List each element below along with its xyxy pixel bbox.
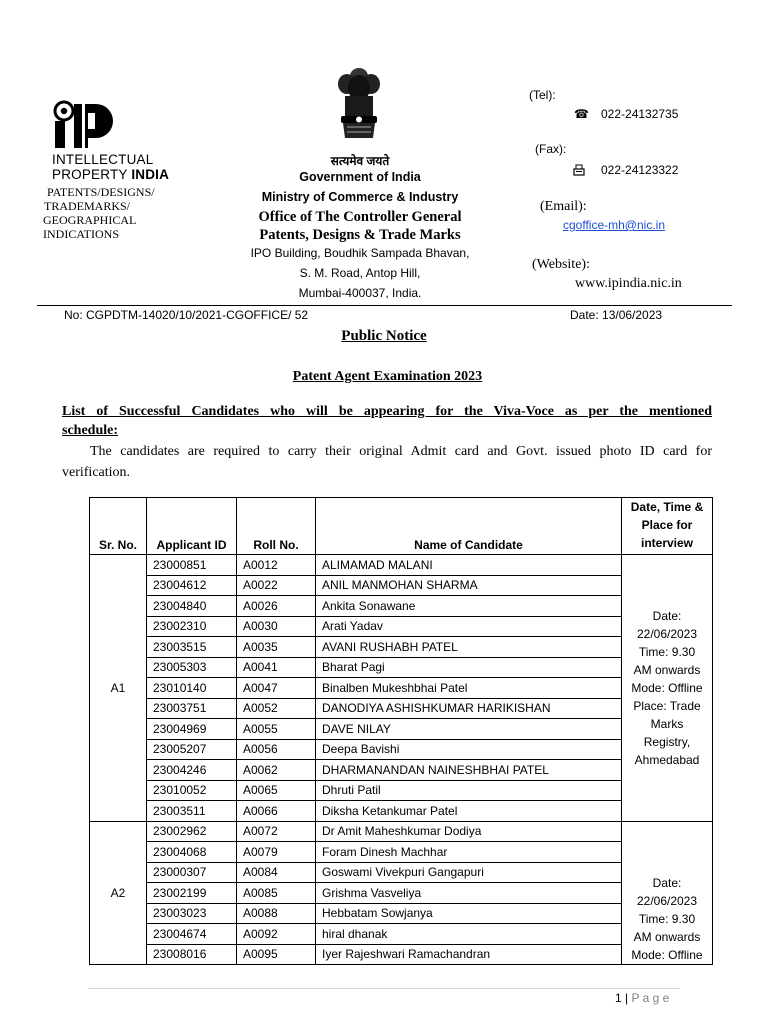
table-row <box>90 903 713 924</box>
logo-sub-2: TRADEMARKS/ <box>44 199 131 213</box>
cell-roll-no: A0092 <box>237 924 316 945</box>
cell-roll-no: A0041 <box>237 657 316 678</box>
table-row <box>90 637 713 658</box>
address-line-2: S. M. Road, Antop Hill, <box>299 266 421 280</box>
fax-number: 022-24123322 <box>601 163 679 177</box>
table-row <box>90 760 713 781</box>
header-schedule-line: Place for <box>641 518 693 532</box>
cell-applicant-id: 23000851 <box>147 555 237 576</box>
table-header-row <box>90 498 713 555</box>
ministry-name: Ministry of Commerce & Industry <box>261 190 459 204</box>
schedule-info-line: Mode: Offline <box>631 680 703 695</box>
cell-applicant-id: 23003751 <box>147 698 237 719</box>
cell-roll-no: A0026 <box>237 596 316 617</box>
cell-name: DAVE NILAY <box>316 719 622 740</box>
ip-india-logo <box>52 100 116 157</box>
header-roll-no: Roll No. <box>237 498 316 555</box>
schedule-info-line: Marks <box>650 716 684 731</box>
address-line-1: IPO Building, Boudhik Sampada Bhavan, <box>250 246 470 260</box>
cell-applicant-id: 23003023 <box>147 903 237 924</box>
cell-applicant-id: 23002310 <box>147 616 237 637</box>
notice-subtitle: Patent Agent Examination 2023 <box>292 369 483 384</box>
cell-name: Deepa Bavishi <box>316 739 622 760</box>
fax-label: (Fax): <box>535 142 567 156</box>
table-row <box>90 944 713 965</box>
table-row <box>90 575 713 596</box>
cell-roll-no: A0065 <box>237 780 316 801</box>
cell-applicant-id: 23002962 <box>147 821 237 842</box>
cell-roll-no: A0012 <box>237 555 316 576</box>
schedule-info-line: Ahmedabad <box>634 752 700 767</box>
cell-applicant-id: 23000307 <box>147 862 237 883</box>
cell-roll-no: A0062 <box>237 760 316 781</box>
ip-india-emblem-icon <box>52 100 116 152</box>
table-body <box>90 555 713 965</box>
cell-roll-no: A0079 <box>237 842 316 863</box>
cell-name: Goswami Vivekpuri Gangapuri <box>316 862 622 883</box>
header-schedule <box>622 498 713 555</box>
cell-roll-no: A0030 <box>237 616 316 637</box>
telephone-icon: ☎ <box>574 107 589 121</box>
cell-roll-no: A0052 <box>237 698 316 719</box>
cell-roll-no: A0088 <box>237 903 316 924</box>
cell-name: ANIL MANMOHAN SHARMA <box>316 575 622 596</box>
logo-sub-3: GEOGRAPHICAL <box>43 213 137 227</box>
cell-roll-no: A0072 <box>237 821 316 842</box>
cell-applicant-id: 23005207 <box>147 739 237 760</box>
cell-roll-no: A0056 <box>237 739 316 760</box>
fax-icon <box>573 163 585 181</box>
cell-applicant-id: 23004068 <box>147 842 237 863</box>
header-sr-no: Sr. No. <box>90 498 147 555</box>
page-label: P a g e <box>631 991 670 1005</box>
email-link[interactable]: cgoffice-mh@nic.in <box>563 218 665 232</box>
cell-name: Dr Amit Maheshkumar Dodiya <box>316 821 622 842</box>
cell-name: DHARMANANDAN NAINESHBHAI PATEL <box>316 760 622 781</box>
tel-label: (Tel): <box>529 88 556 102</box>
logo-line-2-b: INDIA <box>131 167 170 182</box>
cell-roll-no: A0085 <box>237 883 316 904</box>
schedule-info-line: Time: 9.30 <box>638 912 696 926</box>
footer-page <box>615 991 669 1005</box>
schedule-info-line: Registry, <box>643 734 691 749</box>
cell-applicant-id: 23004612 <box>147 575 237 596</box>
schedule-info-line: AM onwards <box>633 930 701 944</box>
cell-name: Ankita Sonawane <box>316 596 622 617</box>
table-row <box>90 801 713 822</box>
footer-divider <box>88 988 680 989</box>
table-row <box>90 883 713 904</box>
address-line-3: Mumbai-400037, India. <box>298 286 422 300</box>
cell-applicant-id: 23004840 <box>147 596 237 617</box>
table-row <box>90 657 713 678</box>
logo-sub-4: INDICATIONS <box>43 227 119 241</box>
cell-name: Foram Dinesh Machhar <box>316 842 622 863</box>
page-separator: | <box>625 991 632 1005</box>
header-divider <box>37 305 732 306</box>
cell-name: ALIMAMAD MALANI <box>316 555 622 576</box>
notice-title: Public Notice <box>341 328 427 344</box>
cell-name: AVANI RUSHABH PATEL <box>316 637 622 658</box>
group-schedule-info <box>622 821 713 965</box>
cell-applicant-id: 23004674 <box>147 924 237 945</box>
table-row <box>90 616 713 637</box>
table-row <box>90 862 713 883</box>
header-schedule-line: interview <box>640 536 694 550</box>
cell-roll-no: A0047 <box>237 678 316 699</box>
tel-number: 022-24132735 <box>601 107 679 121</box>
table-row <box>90 698 713 719</box>
government-of-india: Government of India <box>299 170 421 184</box>
list-heading-line-1: List of Successful Candidates who will be appearing for the Viva-Voce as per the mentioned <box>62 404 712 419</box>
cell-name: hiral dhanak <box>316 924 622 945</box>
motto: सत्यमेव जयते <box>330 154 390 168</box>
ashoka-emblem-icon <box>333 62 385 148</box>
cell-name: Diksha Ketankumar Patel <box>316 801 622 822</box>
cell-name: DANODIYA ASHISHKUMAR HARIKISHAN <box>316 698 622 719</box>
header-schedule-line: Date, Time & <box>630 500 704 514</box>
cell-name: Iyer Rajeshwari Ramachandran <box>316 944 622 965</box>
notice-number: No: CGPDTM-14020/10/2021-CGOFFICE/ 52 <box>64 308 309 322</box>
cell-roll-no: A0066 <box>237 801 316 822</box>
website-url: www.ipindia.nic.in <box>575 276 682 291</box>
schedule-info-line: Place: Trade <box>633 698 701 713</box>
cell-applicant-id: 23005303 <box>147 657 237 678</box>
cell-name: Hebbatam Sowjanya <box>316 903 622 924</box>
group-schedule-info <box>622 555 713 822</box>
table-row <box>90 739 713 760</box>
candidates-table <box>89 497 713 965</box>
cell-applicant-id: 23004246 <box>147 760 237 781</box>
website-label: (Website): <box>532 257 590 272</box>
cell-applicant-id: 23003511 <box>147 801 237 822</box>
national-emblem <box>333 62 385 153</box>
page-number: 1 <box>615 991 622 1005</box>
group-sr-no: A1 <box>90 555 147 822</box>
schedule-info-line: Date: <box>652 876 682 890</box>
group-sr-no: A2 <box>90 821 147 965</box>
logo-line-1: INTELLECTUAL <box>52 152 154 167</box>
list-heading-line-2: schedule: <box>62 423 118 438</box>
logo-line-2 <box>52 167 169 182</box>
cell-name: Grishma Vasveliya <box>316 883 622 904</box>
table-row <box>90 842 713 863</box>
office-line-2: Patents, Designs & Trade Marks <box>259 227 461 243</box>
schedule-info-line: AM onwards <box>633 662 701 677</box>
cell-roll-no: A0022 <box>237 575 316 596</box>
schedule-info-line: 22/06/2023 <box>636 626 698 641</box>
table-row <box>90 924 713 945</box>
email-label: (Email): <box>540 199 587 214</box>
table-row <box>90 596 713 617</box>
table-row <box>90 555 713 576</box>
schedule-info-line: Time: 9.30 <box>638 644 696 659</box>
header-name: Name of Candidate <box>316 498 622 555</box>
cell-name: Dhruti Patil <box>316 780 622 801</box>
cell-applicant-id: 23003515 <box>147 637 237 658</box>
cell-applicant-id: 23002199 <box>147 883 237 904</box>
schedule-info-line: Mode: Offline <box>631 948 703 962</box>
instruction-line-1: The candidates are required to carry their original Admit card and Govt. issued photo ID card for <box>90 444 712 459</box>
notice-date: Date: 13/06/2023 <box>570 308 663 322</box>
cell-applicant-id: 23004969 <box>147 719 237 740</box>
cell-roll-no: A0055 <box>237 719 316 740</box>
schedule-info-line: Date: <box>652 608 682 623</box>
table-row <box>90 678 713 699</box>
instruction-line-2: verification. <box>62 465 131 480</box>
logo-line-2-a: PROPERTY <box>52 167 132 182</box>
cell-roll-no: A0095 <box>237 944 316 965</box>
table-row <box>90 821 713 842</box>
office-line-1: Office of The Controller General <box>258 209 462 225</box>
table-row <box>90 780 713 801</box>
cell-roll-no: A0035 <box>237 637 316 658</box>
table-row <box>90 719 713 740</box>
cell-applicant-id: 23010052 <box>147 780 237 801</box>
schedule-info-line: 22/06/2023 <box>636 894 698 908</box>
cell-name: Arati Yadav <box>316 616 622 637</box>
cell-name: Bharat Pagi <box>316 657 622 678</box>
cell-roll-no: A0084 <box>237 862 316 883</box>
cell-applicant-id: 23008016 <box>147 944 237 965</box>
logo-sub-1: PATENTS/DESIGNS/ <box>47 185 155 199</box>
cell-name: Binalben Mukeshbhai Patel <box>316 678 622 699</box>
header-applicant-id: Applicant ID <box>147 498 237 555</box>
cell-applicant-id: 23010140 <box>147 678 237 699</box>
